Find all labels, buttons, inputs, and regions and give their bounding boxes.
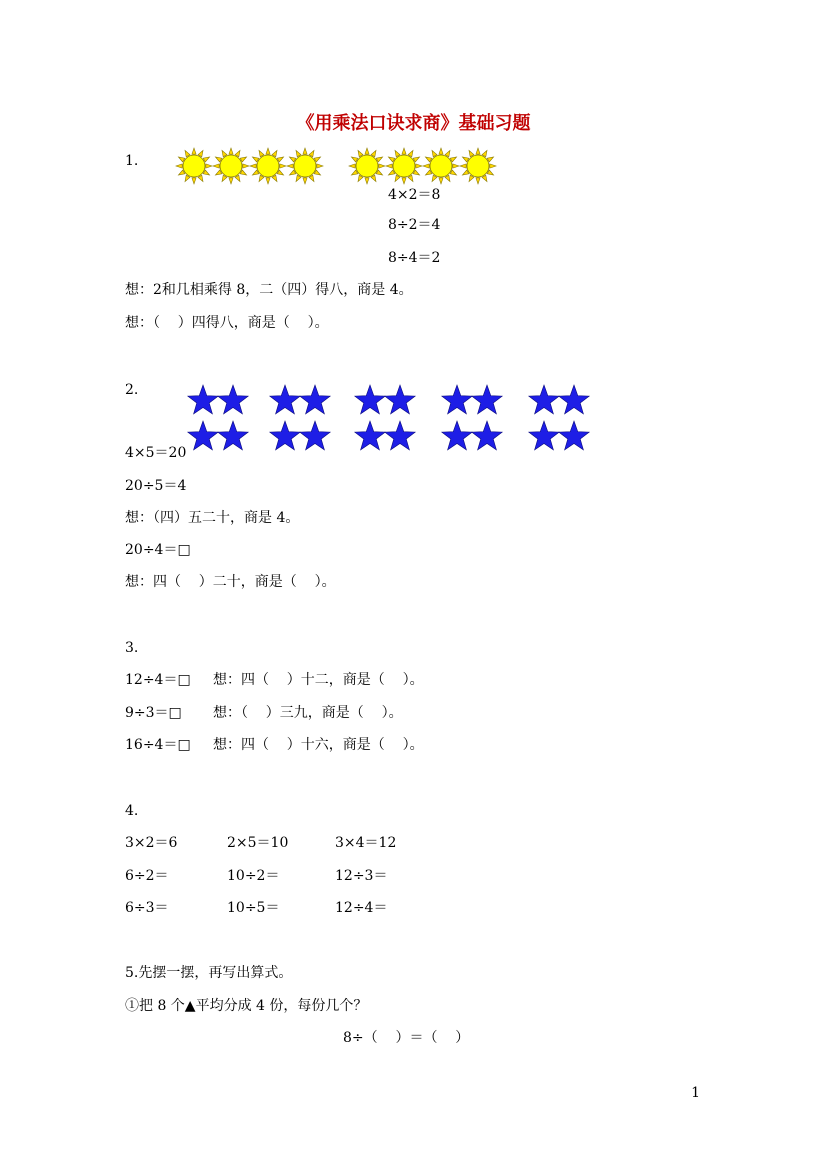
q3-hint-3: 想：四（ ）十六，商是（ ）。 — [213, 737, 424, 753]
q1-hint-1: 想：2和几相乘得 8，二（四）得八，商是 4。 — [125, 282, 413, 298]
sun-icon — [213, 148, 249, 184]
q3-eq-1: 12÷4＝□ — [125, 672, 191, 688]
q5-sub: ①把 8 个▲平均分成 4 份，每份几个？ — [125, 998, 368, 1014]
q5-heading: 5.先摆一摆，再写出算式。 — [125, 965, 293, 981]
star-icon — [442, 385, 472, 414]
sun-icon — [386, 148, 422, 184]
q1-equation-2: 8÷2＝4 — [388, 217, 441, 233]
sun-icon — [176, 148, 212, 184]
star-icon — [270, 421, 300, 450]
q1-hint-2: 想：（ ）四得八，商是（ ）。 — [125, 315, 329, 331]
q3-eq-3: 16÷4＝□ — [125, 737, 191, 753]
star-grid — [186, 383, 596, 455]
q3-number: 3. — [125, 640, 139, 656]
sun-icon — [250, 148, 286, 184]
star-icon — [472, 421, 502, 450]
star-icon — [300, 385, 330, 414]
q4-cell: 6÷3＝ — [125, 900, 169, 916]
q2-line-4: 20÷4＝□ — [125, 542, 191, 558]
q4-cell: 12÷4＝ — [335, 900, 388, 916]
star-icon — [188, 421, 218, 450]
star-icon — [559, 421, 589, 450]
q2-line-2: 20÷5＝4 — [125, 478, 187, 494]
star-icon — [529, 421, 559, 450]
q1-equation-3: 8÷4＝2 — [388, 250, 441, 266]
star-icon — [218, 385, 248, 414]
q3-eq-2: 9÷3＝□ — [125, 705, 182, 721]
star-icon — [529, 385, 559, 414]
star-icon — [270, 385, 300, 414]
sun-row — [174, 147, 504, 185]
sun-icon — [287, 148, 323, 184]
star-icon — [300, 421, 330, 450]
star-icon — [442, 421, 472, 450]
q1-number: 1. — [125, 153, 139, 169]
q2-line-5: 想：四（ ）二十，商是（ ）。 — [125, 574, 336, 590]
q4-cell: 2×5＝10 — [227, 835, 289, 851]
q4-number: 4. — [125, 803, 139, 819]
star-icon — [218, 421, 248, 450]
star-icon — [385, 421, 415, 450]
star-icon — [559, 385, 589, 414]
star-icon — [188, 385, 218, 414]
q2-number: 2. — [125, 382, 139, 398]
sun-icon — [349, 148, 385, 184]
q4-cell: 3×2＝6 — [125, 835, 178, 851]
q3-hint-2: 想：（ ）三九，商是（ ）。 — [213, 705, 403, 721]
q2-line-1: 4×5＝20 — [125, 445, 187, 461]
sun-icon — [423, 148, 459, 184]
q3-hint-1: 想：四（ ）十二，商是（ ）。 — [213, 672, 424, 688]
star-icon — [472, 385, 502, 414]
q4-cell: 10÷2＝ — [227, 868, 280, 884]
page-number: 1 — [691, 1085, 700, 1101]
star-icon — [355, 421, 385, 450]
q2-line-3: 想：（四）五二十，商是 4。 — [125, 510, 300, 526]
star-icon — [385, 385, 415, 414]
q4-cell: 10÷5＝ — [227, 900, 280, 916]
sun-icon — [460, 148, 496, 184]
page-title: 《用乘法口诀求商》基础习题 — [296, 113, 531, 134]
star-icon — [355, 385, 385, 414]
q1-equation-1: 4×2＝8 — [388, 187, 441, 203]
q4-cell: 6÷2＝ — [125, 868, 169, 884]
q4-cell: 3×4＝12 — [335, 835, 397, 851]
q5-equation: 8÷（ ）＝（ ） — [343, 1030, 470, 1046]
q4-cell: 12÷3＝ — [335, 868, 388, 884]
